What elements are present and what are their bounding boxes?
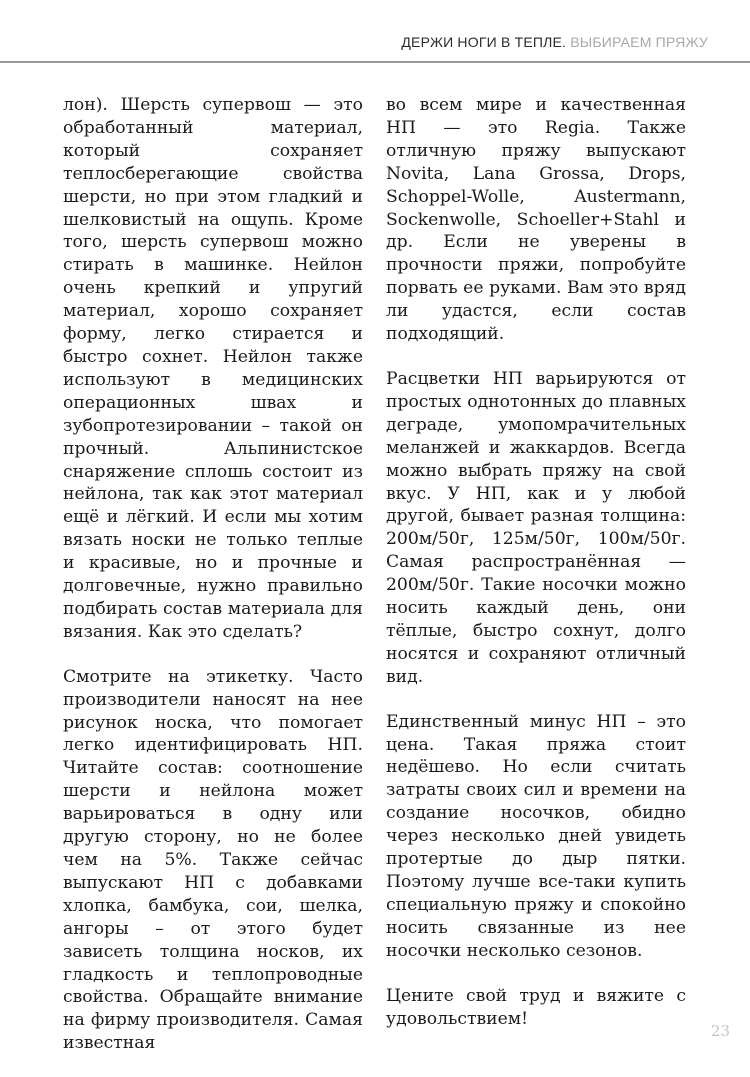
page-number: 23 bbox=[710, 1022, 730, 1040]
header-rule bbox=[0, 61, 750, 63]
paragraph: Единственный минус НП – это цена. Такая пряжа стоит недёшево. Но если считать затраты своих сил и времени на создание носочков, обидно через несколько дней увидеть протертые до дыр пятки. Поэтому лучше все-таки купить специальную пряжу и спокойно носить связанные из нее носочки несколько сезонов. bbox=[386, 711, 686, 961]
left-text-column bbox=[63, 94, 363, 1077]
paragraph: лон). Шерсть супервош — это обработанный материал, который сохраняет теплосберегающие свойства шерсти, но при этом гладкий и шелковистый на ощупь. Кроме того, шерсть супервош можно стирать в машинке. Нейлон очень крепкий и упругий материал, хорошо сохраняет форму, легко стирается и быстро сохнет. Нейлон также используют в медицинских операционных швах и зубопротезировании – такой он прочный. Альпинистское снаряжение сплошь состоит из нейлона, так как этот материал ещё и лёгкий. И если мы хотим вязать носки не только теплые и красивые, но и прочные и долговечные, нужно правильно подбирать состав материала для вязания. Как это сделать? bbox=[63, 95, 363, 642]
right-text-column bbox=[386, 94, 686, 1052]
header-subsection-title: ВЫБИРАЕМ ПРЯЖУ bbox=[570, 34, 708, 50]
running-header bbox=[401, 34, 708, 50]
header-section-title: ДЕРЖИ НОГИ В ТЕПЛЕ. bbox=[401, 34, 567, 50]
paragraph: Расцветки НП варьируются от простых однотонных до плавных деграде, умопомрачительных меланжей и жаккардов. Всегда можно выбрать пряжу на свой вкус. У НП, как и у любой другой, бывает разная толщина: 200м/50г, 125м/50г, 100м/50г. Самая распространённая — 200м/50г. Такие носочки можно носить каждый день, они тёплые, быстро сохнут, долго носятся и сохраняют отличный вид. bbox=[386, 368, 686, 687]
paragraph: во всем мире и качественная НП — это Regia. Также отличную пряжу выпускают Novita, Lana Grossa, Drops, Schoppel-Wolle, Austermann, Sockenwolle, Schoeller+Stahl и др. Если не уверены в прочности пряжи, попробуйте порвать ее руками. Вам это вряд ли удастся, если состав подходящий. bbox=[386, 95, 686, 345]
paragraph: Цените свой труд и вяжите с удовольствием! bbox=[386, 985, 686, 1029]
paragraph: Смотрите на этикетку. Часто производители наносят на нее рисунок носка, что помогает легко идентифицировать НП. Читайте состав: соотношение шерсти и нейлона может варьироваться в одну или другую сторону, но не более чем на 5%. Также сейчас выпускают НП с добавками хлопка, бамбука, сои, шелка, ангоры – от этого будет зависеть толщина носков, их гладкость и теплопроводные свойства. Обращайте внимание на фирму производителя. Самая известная bbox=[63, 666, 363, 1054]
